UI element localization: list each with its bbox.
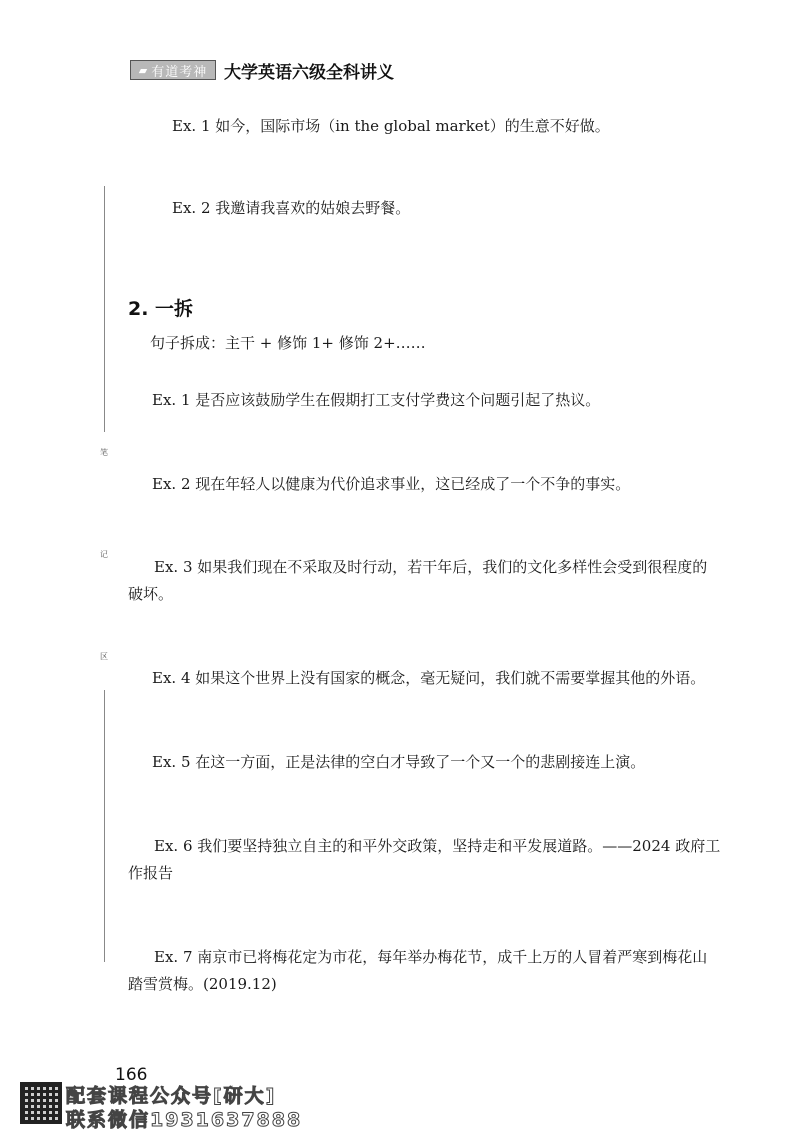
exercise-2-3-line-2: 破坏。	[128, 585, 174, 603]
qr-code-icon	[20, 1082, 62, 1124]
brand-logo	[130, 60, 216, 80]
exercise-2-6-line-1: Ex. 6 我们要坚持独立自主的和平外交政策，坚持走和平发展道路。——2024 政府工	[154, 837, 721, 855]
header-title: 大学英语六级全科讲义	[224, 62, 394, 83]
promo-line-2: 联系微信1931637888	[66, 1109, 303, 1131]
exercise-2-1: Ex. 1 是否应该鼓励学生在假期打工支付学费这个问题引起了热议。	[152, 391, 601, 409]
margin-note-1: 笔	[100, 448, 108, 457]
exercise-2-4: Ex. 4 如果这个世界上没有国家的概念，毫无疑问，我们就不需要掌握其他的外语。	[152, 669, 706, 687]
margin-note-3: 区	[100, 652, 108, 661]
page-number: 166	[115, 1065, 148, 1085]
exercise-2-7-line-1: Ex. 7 南京市已将梅花定为市花，每年举办梅花节，成千上万的人冒着严寒到梅花山	[154, 948, 708, 966]
exercise-2-2: Ex. 2 现在年轻人以健康为代价追求事业，这已经成了一个不争的事实。	[152, 475, 631, 493]
section-heading: 2. 一拆	[128, 298, 194, 320]
section-formula: 句子拆成：主干 + 修饰 1+ 修饰 2+……	[150, 334, 426, 352]
exercise-2-3-line-1: Ex. 3 如果我们现在不采取及时行动，若干年后，我们的文化多样性会受到很程度的	[154, 558, 708, 576]
margin-note-2: 记	[100, 550, 108, 559]
book-icon: ▰	[138, 63, 149, 77]
page-header	[130, 58, 394, 82]
exercise-2-5: Ex. 5 在这一方面，正是法律的空白才导致了一个又一个的悲剧接连上演。	[152, 753, 646, 771]
exercise-2-6-line-2: 作报告	[128, 864, 174, 882]
brand-logo-text: 有道考神	[151, 64, 208, 80]
exercise-2-7-line-2: 踏雪赏梅。(2019.12)	[128, 975, 277, 993]
margin-rule-top	[104, 186, 105, 432]
exercise-1-1: Ex. 1 如今，国际市场（in the global market）的生意不好做。	[172, 117, 610, 135]
promo-line-1: 配套课程公众号[研大]	[66, 1085, 277, 1107]
exercise-1-2: Ex. 2 我邀请我喜欢的姑娘去野餐。	[172, 199, 411, 217]
margin-rule-bottom	[104, 690, 105, 962]
